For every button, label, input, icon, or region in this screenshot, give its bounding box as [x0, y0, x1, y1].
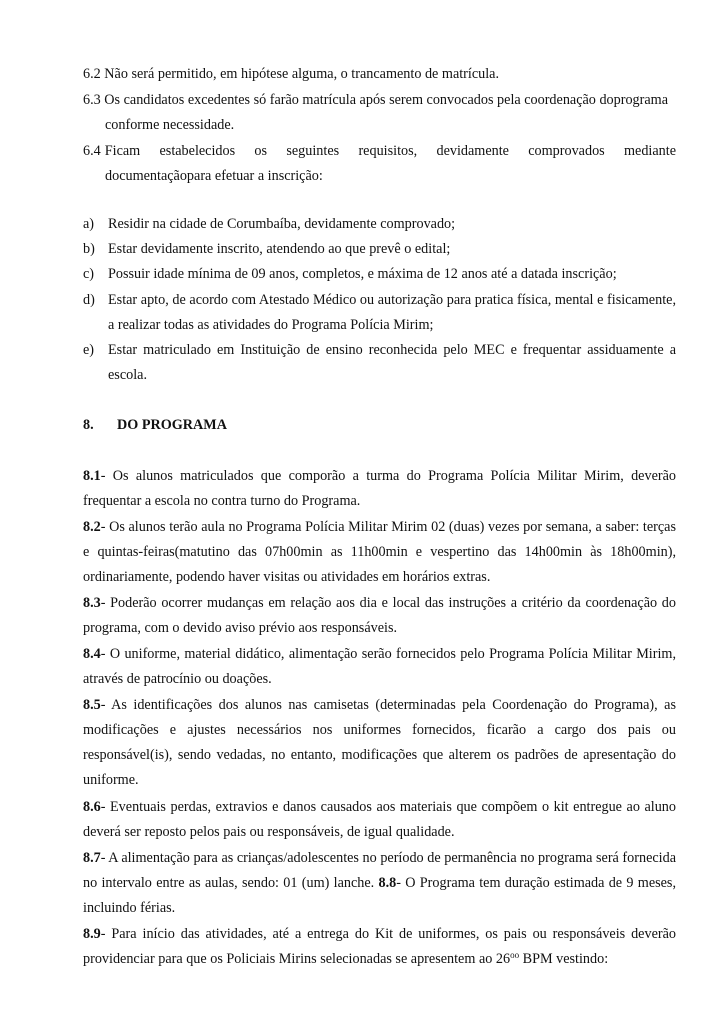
paragraph-text: - Os alunos matriculados que comporão a turma do Programa Polícia Militar Mirim, deverão frequentar a escola no contra turno do Programa.	[83, 468, 676, 509]
paragraph-text-end: BPM vestindo:	[519, 951, 609, 967]
list-text: Estar matriculado em Instituição de ensino reconhecida pelo MEC e frequentar assiduamente a escola.	[108, 342, 676, 383]
paragraph-8-3	[83, 591, 676, 641]
item-text: Os candidatos excedentes só farão matrícula após serem convocados pela coordenação doprograma	[104, 92, 668, 108]
item-6-4-cont: documentaçãopara efetuar a inscrição:	[105, 168, 323, 184]
list-label: b)	[83, 241, 95, 257]
list-text: Possuir idade mínima de 09 anos, completos, e máxima de 12 anos até a datada inscrição;	[108, 266, 617, 282]
item-6-3-cont: conforme necessidade.	[105, 117, 235, 133]
list-label: c)	[83, 266, 95, 282]
paragraph-text: - As identificações dos alunos nas camisetas (determinadas pela Coordenação do Programa), as modificações e ajustes necessários nos uniformes fornecidos, ficarão a cargo dos pais ou responsável(is), sendo vedadas, no entanto, modificações que alterem os padrões de apresentação do uniforme.	[83, 697, 676, 788]
list-label: a)	[83, 216, 95, 232]
paragraph-8-4	[83, 642, 676, 692]
item-text: Ficam estabelecidos os seguintes requisitos, devidamente comprovados mediante	[104, 143, 676, 159]
paragraph-number: 8.3	[83, 595, 101, 611]
section-heading	[83, 413, 227, 438]
paragraph-number: 8.9	[83, 926, 101, 942]
list-label: d)	[83, 292, 95, 308]
section-number: 8.	[83, 417, 94, 433]
paragraph-8-7	[83, 846, 676, 921]
paragraph-text: - O Programa tem duração estimada de 9 meses, incluindo férias.	[83, 875, 676, 916]
paragraph-text: - Para início das atividades, até a entrega do Kit de uniformes, os pais ou responsáveis deverão providenciar para que os Policiais Mirins selecionadas se apresentem ao 26	[83, 926, 676, 967]
ordinal-superscript: oo	[510, 950, 520, 960]
list-label: e)	[83, 342, 95, 358]
item-number: 6.4	[83, 143, 101, 159]
paragraph-number: 8.7	[83, 850, 101, 866]
paragraph-text: - O uniforme, material didático, alimentação serão fornecidos pelo Programa Polícia Militar Mirim, através de patrocínio ou doações.	[83, 646, 676, 687]
paragraph-8-2	[83, 515, 676, 590]
paragraph-8-6	[83, 795, 676, 845]
paragraph-number: 8.2	[83, 519, 101, 535]
paragraph-8-1	[83, 464, 676, 514]
item-number: 6.2	[83, 66, 101, 82]
list-text: Residir na cidade de Corumbaíba, devidamente comprovado;	[108, 216, 456, 232]
paragraph-8-9	[83, 922, 676, 972]
paragraph-number: 8.5	[83, 697, 101, 713]
paragraph-number: 8.4	[83, 646, 101, 662]
item-6-3	[83, 88, 683, 113]
item-number: 6.3	[83, 92, 101, 108]
section-title: DO PROGRAMA	[117, 417, 227, 433]
paragraph-8-5	[83, 693, 676, 793]
item-6-4	[83, 139, 676, 164]
paragraph-text: - Poderão ocorrer mudanças em relação aos dia e local das instruções a critério da coordenação do programa, com o devido aviso prévio aos responsáveis.	[83, 595, 676, 636]
list-text: Estar apto, de acordo com Atestado Médico ou autorização para pratica física, mental e fisicamente, a realizar todas as atividades do Programa Polícia Mirim;	[108, 292, 676, 333]
list-text: Estar devidamente inscrito, atendendo ao que prevê o edital;	[108, 241, 451, 257]
item-6-2	[83, 62, 683, 87]
paragraph-text: - A alimentação para as crianças/adolescentes no período de permanência no programa será fornecida no intervalo entre as aulas, sendo: 01 (um) lanche.	[83, 850, 676, 891]
paragraph-text: - Os alunos terão aula no Programa Polícia Militar Mirim 02 (duas) vezes por semana, a saber: terças e quintas-feiras(matutino das 07h00min as 11h00min e vespertino das 14h00min às 18h00min), ordinariamente, podendo haver visitas ou atividades em horários extras.	[83, 519, 676, 585]
paragraph-number: 8.1	[83, 468, 101, 484]
paragraph-number: 8.8	[378, 875, 397, 891]
item-text: Não será permitido, em hipótese alguma, o trancamento de matrícula.	[104, 66, 500, 82]
paragraph-text: - Eventuais perdas, extravios e danos causados aos materiais que compõem o kit entregue ao aluno deverá ser reposto pelos pais ou responsáveis, de igual qualidade.	[83, 799, 676, 840]
paragraph-number: 8.6	[83, 799, 101, 815]
